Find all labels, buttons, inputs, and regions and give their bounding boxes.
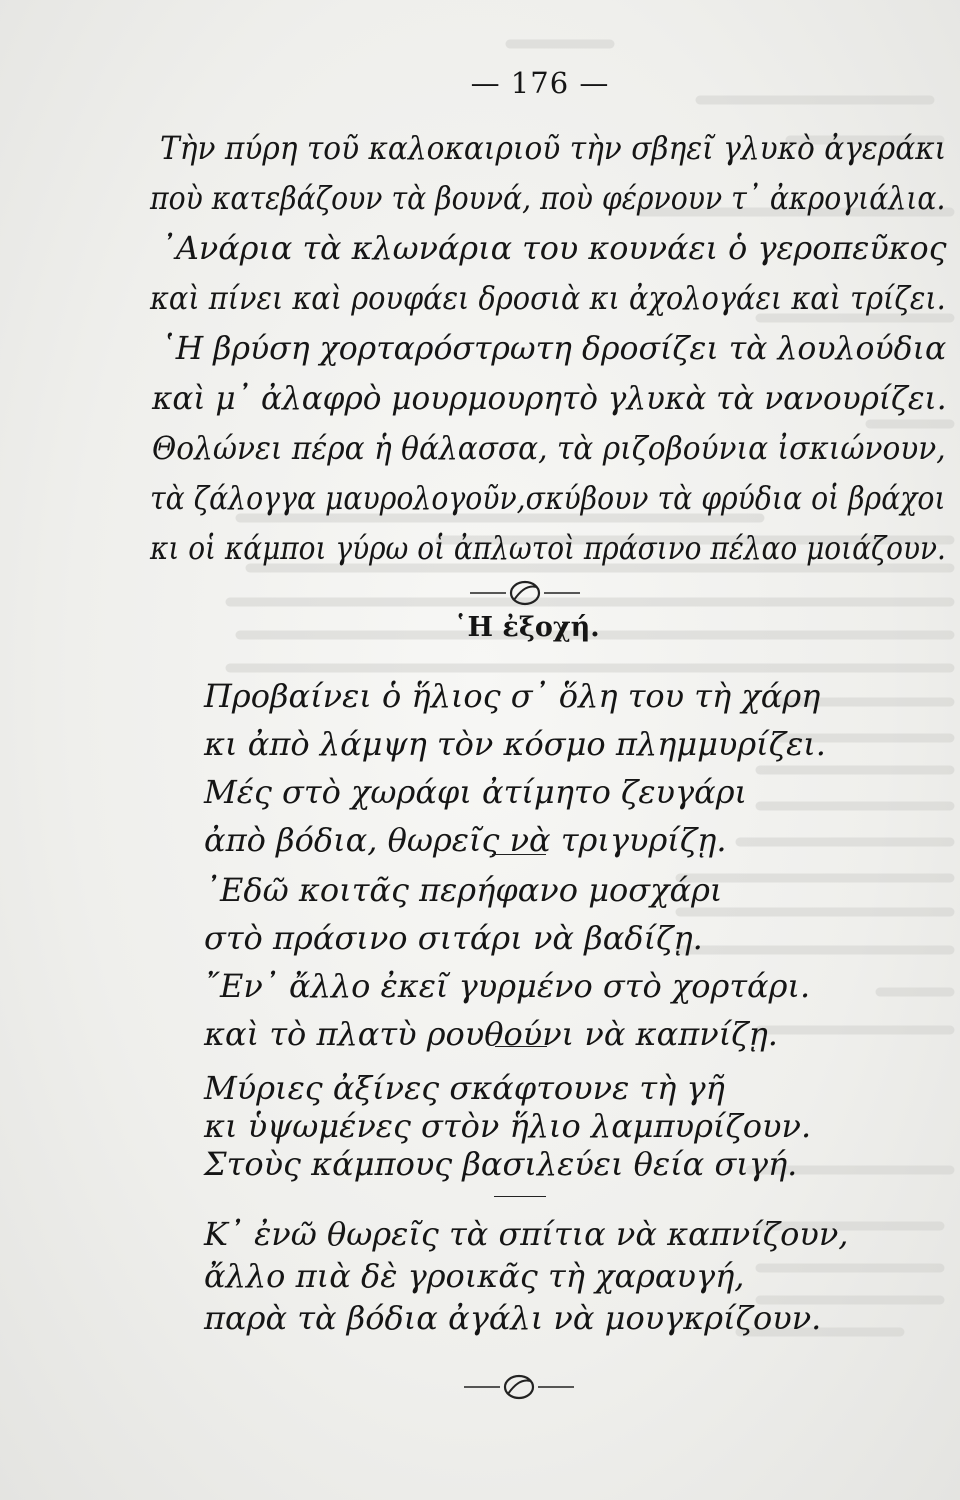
- poem-line: ἀπὸ βόδια, θωρεῖς νὰ τριγυρίζῃ.: [204, 821, 727, 859]
- poem-line: ἄλλο πιὰ δὲ γροικᾶς τὴ χαραυγή,: [204, 1257, 745, 1295]
- ornament-divider: [470, 578, 580, 608]
- poem-line: ῎Εν᾽ ἄλλο ἐκεῖ γυρμένο στὸ χορτάρι.: [204, 967, 811, 1005]
- poem-line: ᾽Εδῶ κοιτᾶς περήφανο μοσχάρι: [204, 871, 723, 909]
- poem-line: τὰ ζάλογγα μαυρολογοῦν,σκύβουν τὰ φρύδια οἱ βράχοι: [150, 479, 946, 517]
- poem-line: κι ὑψωμένες στὸν ἥλιο λαμπυρίζουν.: [204, 1107, 812, 1145]
- poem-line: Τὴν πύρη τοῦ καλοκαιριοῦ τὴν σβηεῖ γλυκὸ ἀγεράκι: [160, 129, 947, 167]
- poem-line: κι οἱ κάμποι γύρω οἱ ἀπλωτοὶ πράσινο πέλαο μοιάζουν.: [150, 529, 946, 567]
- poem-title: ῾Η ἐξοχή.: [454, 612, 600, 643]
- poem-line: Μύριες ἀξίνες σκάφτουνε τὴ γῆ: [204, 1069, 725, 1107]
- poem-line: ᾽Ανάρια τὰ κλωνάρια του κουνάει ὁ γεροπεῦκος: [160, 229, 947, 267]
- poem-line: καὶ τὸ πλατὺ ρουθούνι νὰ καπνίζῃ.: [204, 1015, 778, 1053]
- poem-line: Μές στὸ χωράφι ἀτίμητο ζευγάρι: [204, 773, 748, 811]
- ornament-divider: [464, 1372, 574, 1402]
- poem-line: Προβαίνει ὁ ἥλιος σ᾽ ὅλη του τὴ χάρη: [204, 677, 821, 715]
- poem-line: κι ἀπὸ λάμψη τὸν κόσμο πλημμυρίζει.: [204, 725, 826, 763]
- poem-line: καὶ μ᾽ ἀλαφρὸ μουρμουρητὸ γλυκὰ τὰ νανουρίζει.: [152, 379, 947, 417]
- poem-line: ῾Η βρύση χορταρόστρωτη δροσίζει τὰ λουλούδια: [160, 329, 947, 367]
- page-number: — 176 —: [470, 66, 610, 100]
- poem-line: στὸ πράσινο σιτάρι νὰ βαδίζῃ.: [204, 919, 703, 957]
- poem-line: ποὺ κατεβάζουν τὰ βουνά, ποὺ φέρνουν τ᾽ ἀκρογιάλια.: [150, 179, 946, 217]
- poem-line: Θολώνει πέρα ἡ θάλασσα, τὰ ριζοβούνια ἰσκιώνουν,: [152, 429, 946, 467]
- poem-line: καὶ πίνει καὶ ρουφάει δροσιὰ κι ἀχολογάει καὶ τρίζει.: [150, 279, 946, 317]
- stanza-divider: [492, 854, 546, 855]
- poem-line: Κ᾽ ἐνῶ θωρεῖς τὰ σπίτια νὰ καπνίζουν,: [204, 1215, 849, 1253]
- poem-line: Στοὺς κάμπους βασιλεύει θεία σιγή.: [204, 1145, 798, 1183]
- stanza-divider: [495, 1046, 547, 1047]
- stanza-divider: [494, 1196, 546, 1197]
- poem-line: παρὰ τὰ βόδια ἀγάλι νὰ μουγκρίζουν.: [204, 1299, 822, 1337]
